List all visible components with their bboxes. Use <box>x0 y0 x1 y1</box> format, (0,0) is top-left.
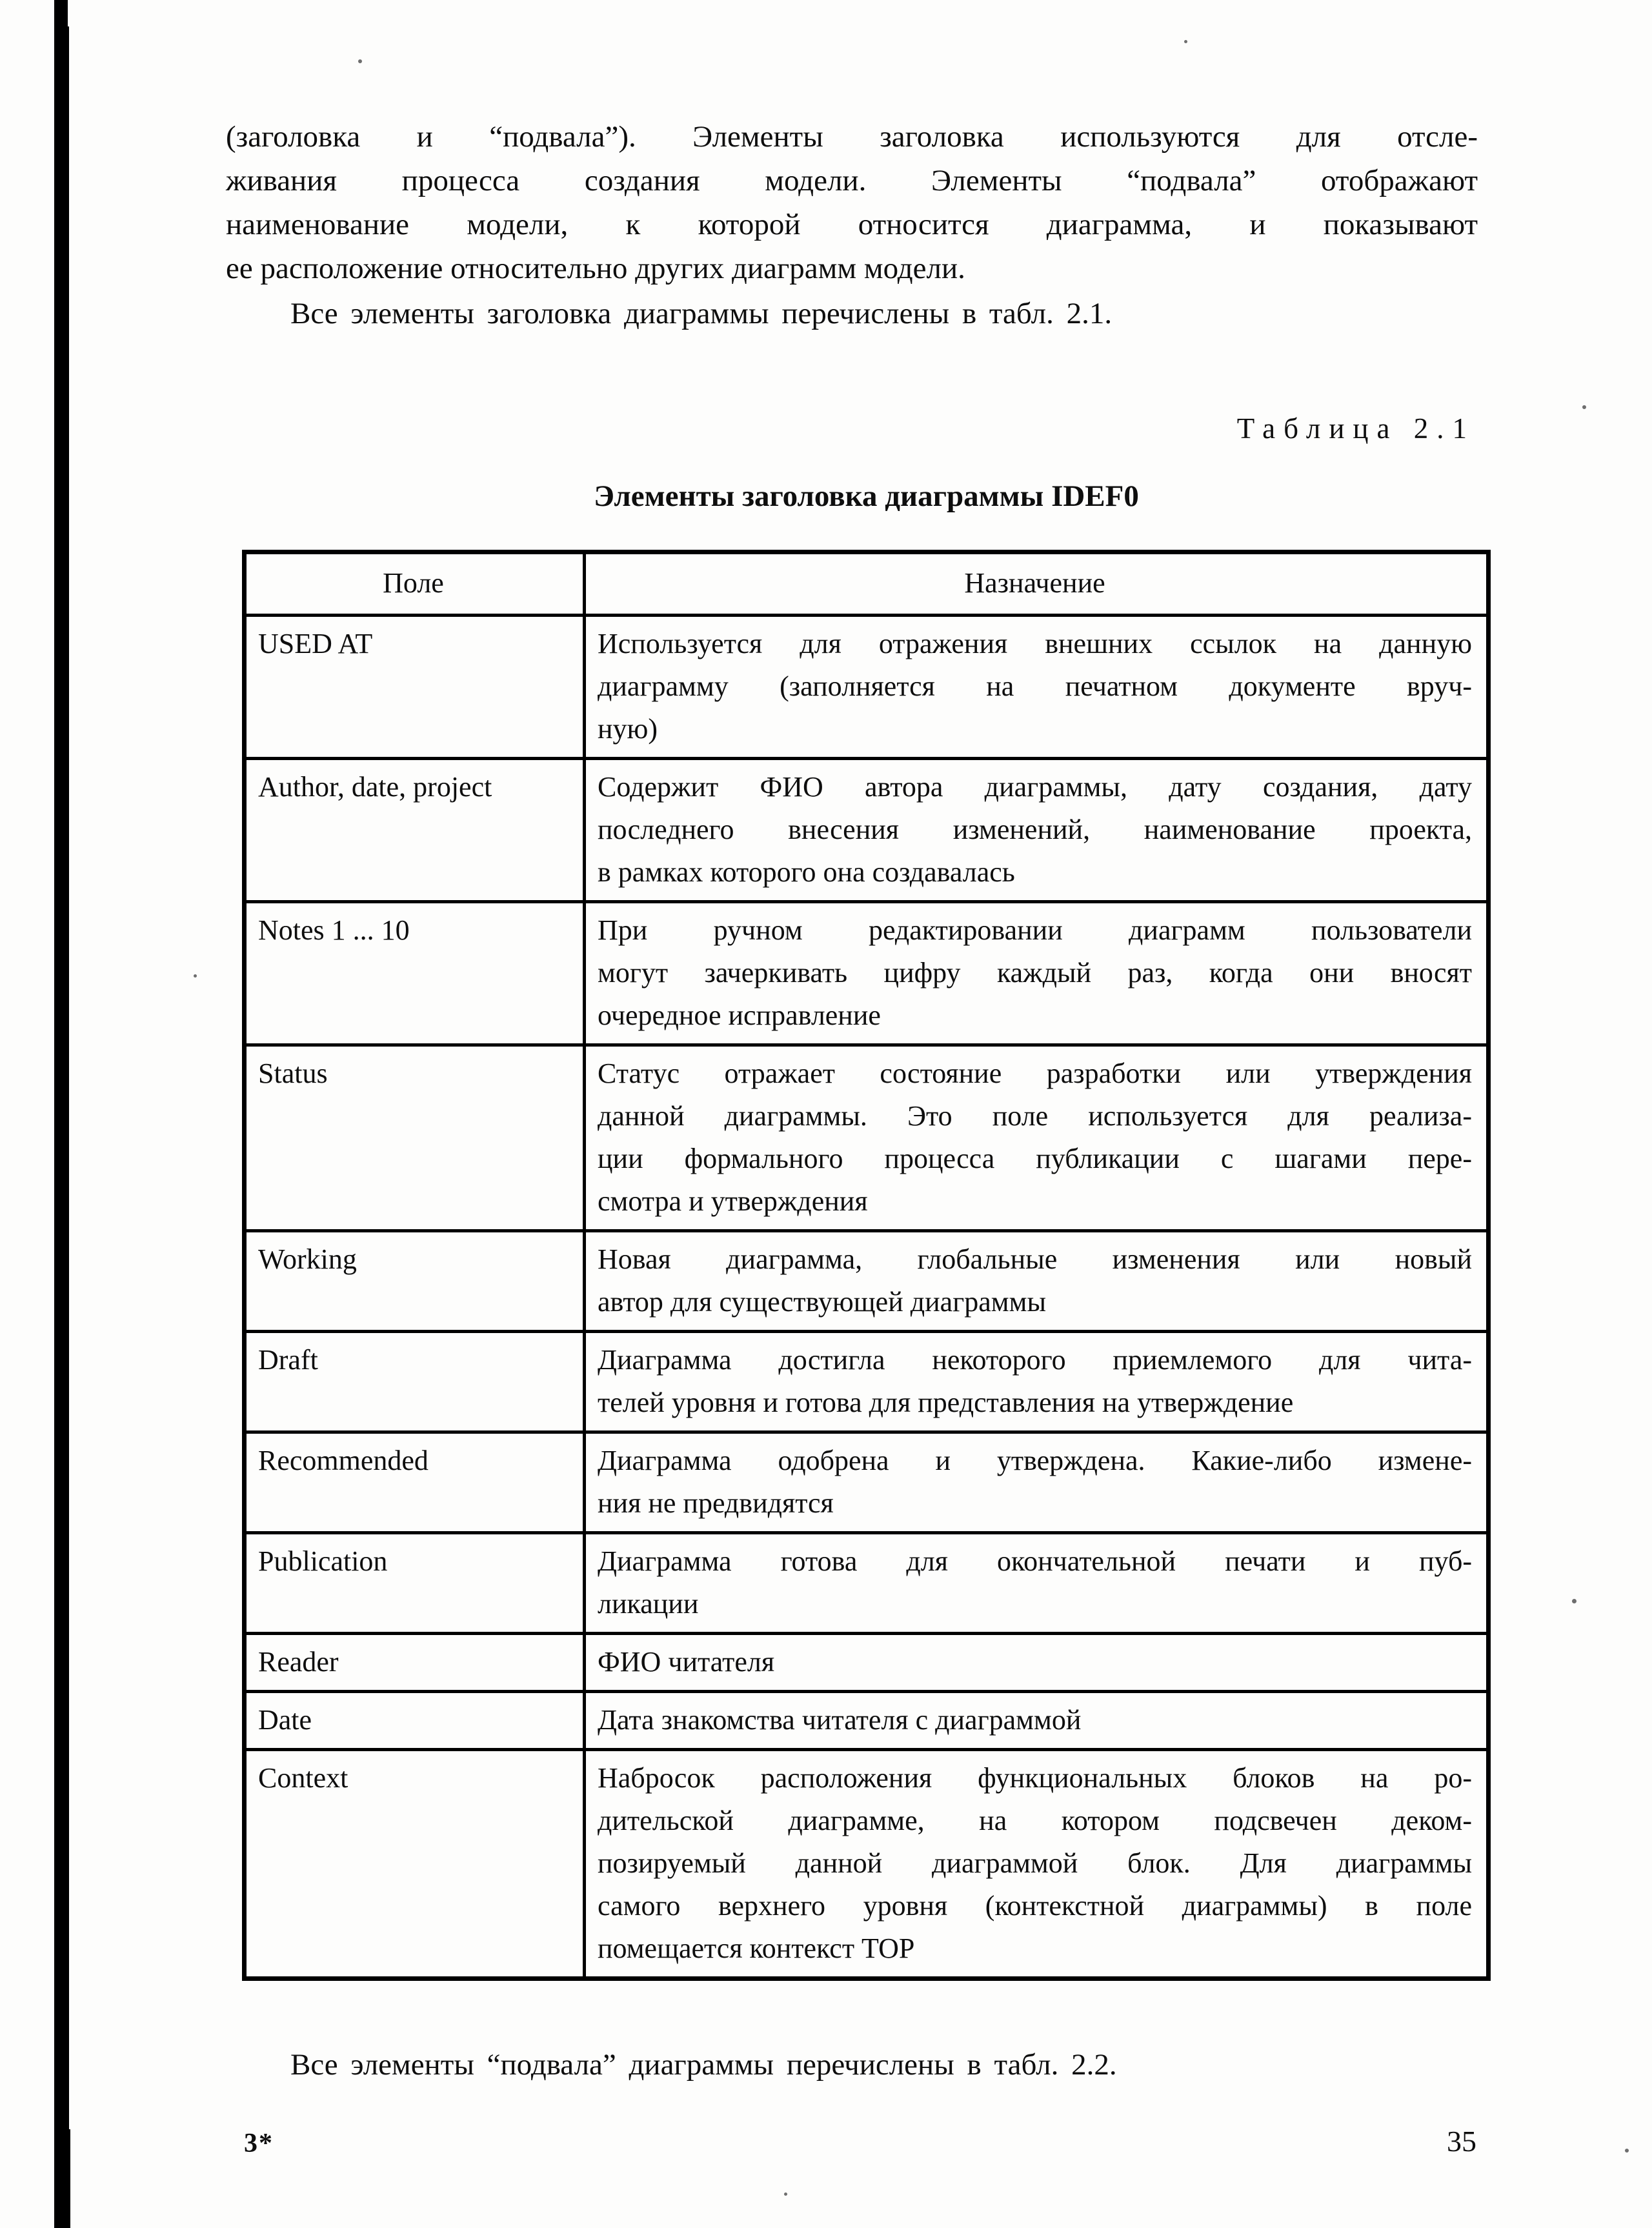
field-cell: Reader <box>245 1634 585 1692</box>
text-line: Содержит ФИО автора диаграммы, дату создания, дату <box>598 771 1472 803</box>
table-body <box>245 616 1489 1979</box>
text-line: могут зачеркивать цифру каждый раз, когда они вносят <box>598 957 1472 989</box>
text-line: дительской диаграмме, на котором подсвечен деком- <box>598 1805 1472 1836</box>
purpose-cell <box>585 1231 1489 1332</box>
text-line: очередное исправление <box>598 999 881 1031</box>
text-line: Используется для отражения внешних ссылок на данную <box>598 628 1472 659</box>
header-row <box>245 552 1489 616</box>
field-cell: Status <box>245 1045 585 1231</box>
table-row-date <box>245 1692 1489 1750</box>
text-line: телей уровня и готова для представления на утверждение <box>598 1387 1294 1418</box>
table-row-status <box>245 1045 1489 1231</box>
text-line: Новая диаграмма, глобальные изменения или новый <box>598 1243 1472 1275</box>
scan-speck <box>1582 405 1586 409</box>
table-row-publication <box>245 1533 1489 1634</box>
field-cell: Author, date, project <box>245 759 585 902</box>
intro-paragraph <box>226 0 1478 290</box>
text-line: данной диаграммы. Это поле используется для реализа- <box>598 1100 1472 1132</box>
table-row-working <box>245 1231 1489 1332</box>
field-cell: Working <box>245 1231 585 1332</box>
purpose-cell <box>585 616 1489 759</box>
page-content <box>226 0 1478 2158</box>
field-cell: Recommended <box>245 1432 585 1533</box>
text-line: Диаграмма готова для окончательной печати и пуб- <box>598 1545 1472 1577</box>
purpose-cell <box>585 902 1489 1045</box>
table-head <box>245 552 1489 616</box>
field-cell: Publication <box>245 1533 585 1634</box>
purpose-cell <box>585 1432 1489 1533</box>
scan-speck <box>1572 1599 1576 1603</box>
text-line: ную) <box>598 713 658 745</box>
table-row-context <box>245 1750 1489 1979</box>
scan-speck <box>194 974 197 978</box>
signature-mark: 3* <box>244 2129 274 2158</box>
text-line: Набросок расположения функциональных блоков на ро- <box>598 1762 1472 1794</box>
table-row-reader <box>245 1634 1489 1692</box>
table-row-notes <box>245 902 1489 1045</box>
text-line: При ручном редактировании диаграмм пользователи <box>598 914 1472 946</box>
closing-paragraph: Все элементы “подвала” диаграммы перечислены в табл. 2.2. <box>290 2048 1117 2082</box>
scan-speck <box>1625 2149 1629 2153</box>
column-header-field: Поле <box>245 552 585 616</box>
table-row-used-at <box>245 616 1489 759</box>
text-line: позируемый данной диаграммой блок. Для диаграммы <box>598 1847 1472 1879</box>
column-header-purpose: Назначение <box>585 552 1489 616</box>
table-caption: Таблица 2.1 <box>1236 412 1475 445</box>
text-line: живания процесса создания модели. Элементы “подвала” отображают <box>226 164 1478 197</box>
table-row-draft <box>245 1332 1489 1432</box>
purpose-cell <box>585 1750 1489 1979</box>
page-number: 35 <box>1447 2125 1476 2158</box>
text-line: в рамках которого она создавалась <box>598 856 1015 888</box>
text-line: ции формального процесса публикации с шагами пере- <box>598 1143 1472 1174</box>
text-line: диаграмму (заполняется на печатном документе вруч- <box>598 670 1472 702</box>
text-line: Диаграмма одобрена и утверждена. Какие-либо измене- <box>598 1445 1472 1476</box>
purpose-cell <box>585 1332 1489 1432</box>
text-line: автор для существующей диаграммы <box>598 1286 1047 1318</box>
field-cell: USED AT <box>245 616 585 759</box>
purpose-cell <box>585 759 1489 902</box>
idef0-header-elements-table <box>242 550 1491 1981</box>
text-line: Диаграмма достигла некоторого приемлемого для чита- <box>598 1344 1472 1376</box>
binding-edge-bar <box>54 0 68 2228</box>
table-title: Элементы заголовка диаграммы IDEF0 <box>594 479 1139 513</box>
text-line: последнего внесения изменений, наименование проекта, <box>598 814 1472 845</box>
purpose-cell <box>585 1045 1489 1231</box>
text-line: ее расположение относительно других диаграмм модели. <box>226 252 965 285</box>
text-line: самого верхнего уровня (контекстной диаграммы) в поле <box>598 1890 1472 1922</box>
field-cell: Date <box>245 1692 585 1750</box>
text-line: смотра и утверждения <box>598 1185 868 1217</box>
field-cell: Context <box>245 1750 585 1979</box>
field-cell: Notes 1 ... 10 <box>245 902 585 1045</box>
scan-speck <box>784 2193 787 2196</box>
text-line: ликации <box>598 1588 699 1620</box>
text-line: (заголовка и “подвала”). Элементы заголовка используются для отсле- <box>226 120 1478 154</box>
lead-in-sentence: Все элементы заголовка диаграммы перечислены в табл. 2.1. <box>290 297 1113 330</box>
purpose-cell <box>585 1634 1489 1692</box>
table-row-recommended <box>245 1432 1489 1533</box>
text-line: Статус отражает состояние разработки или утверждения <box>598 1058 1472 1089</box>
table-row-author-date-project <box>245 759 1489 902</box>
text-line: Дата знакомства читателя с диаграммой <box>598 1704 1082 1736</box>
text-line: ния не предвидятся <box>598 1487 834 1519</box>
purpose-cell <box>585 1533 1489 1634</box>
text-line: наименование модели, к которой относится диаграмма, и показывают <box>226 208 1478 241</box>
text-line: ФИО читателя <box>598 1646 775 1678</box>
text-line: помещается контекст TOP <box>598 1932 915 1964</box>
purpose-cell <box>585 1692 1489 1750</box>
field-cell: Draft <box>245 1332 585 1432</box>
